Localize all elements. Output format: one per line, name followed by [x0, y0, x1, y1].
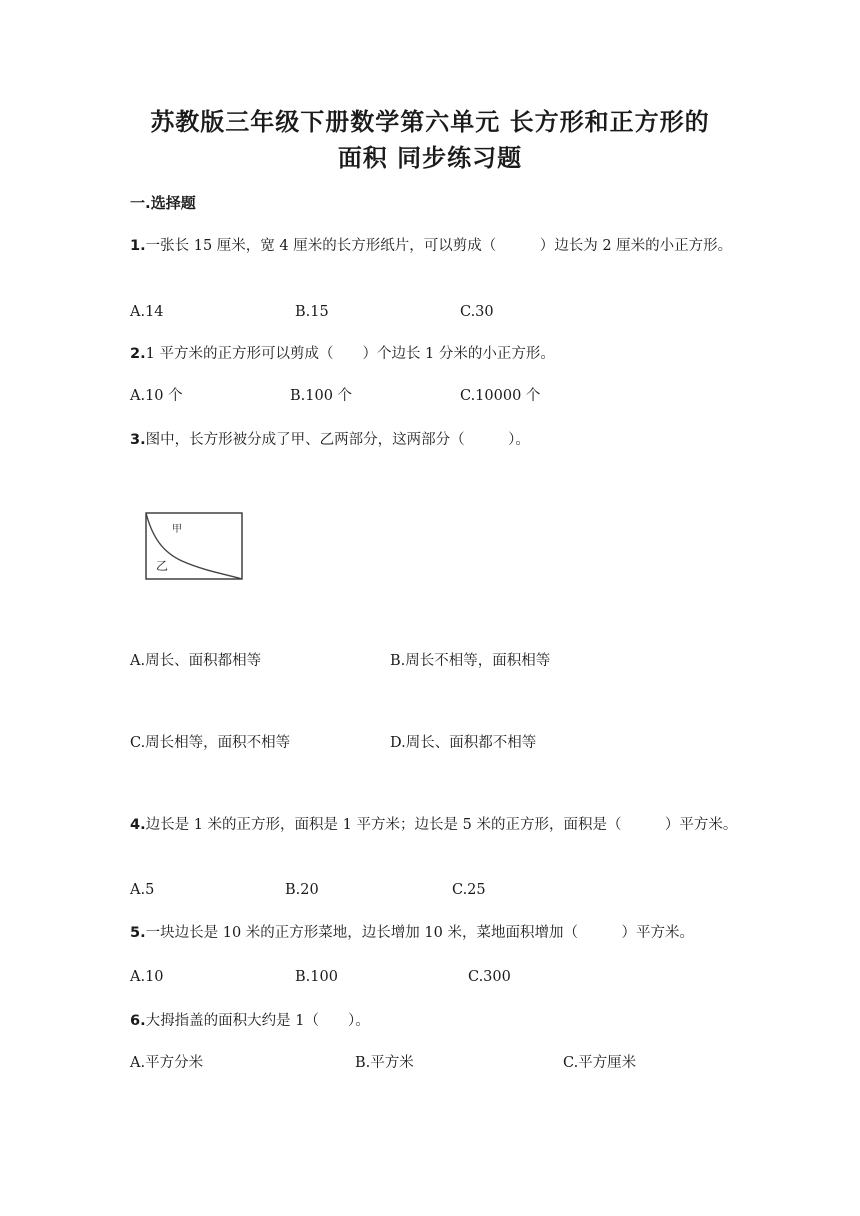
question-6-option-b[interactable]: B.平方米	[355, 1055, 414, 1071]
question-number: 3.	[130, 432, 146, 448]
document-title	[110, 104, 750, 176]
question-1-option-b[interactable]: B.15	[295, 304, 329, 320]
question-2	[130, 343, 740, 366]
question-4-option-c[interactable]: C.25	[452, 882, 486, 898]
question-6	[130, 1010, 740, 1033]
question-2-option-b[interactable]: B.100 个	[290, 388, 353, 404]
question-1-option-c[interactable]: C.30	[460, 304, 494, 320]
question-text: 边长是 1 米的正方形，面积是 1 平方米；边长是 5 米的正方形，面积是（ ）平方米。	[145, 817, 738, 833]
question-6-option-c[interactable]: C.平方厘米	[563, 1055, 637, 1071]
question-number: 4.	[130, 817, 146, 833]
question-number: 1.	[130, 238, 146, 254]
figure-label-yi: 乙	[156, 559, 169, 573]
question-5	[130, 922, 740, 945]
question-text: 一块边长是 10 米的正方形菜地，边长增加 10 米，菜地面积增加（ ）平方米。	[145, 925, 694, 941]
question-1-option-a[interactable]: A.14	[130, 304, 164, 320]
question-number: 6.	[130, 1013, 146, 1029]
question-text: 图中，长方形被分成了甲、乙两部分，这两部分（ ）。	[145, 432, 530, 448]
question-text: 一张长 15 厘米，宽 4 厘米的长方形纸片，可以剪成（ ）边长为 2 厘米的小正方形。	[145, 238, 733, 254]
title-line-1: 苏教版三年级下册数学第六单元 长方形和正方形的	[150, 108, 710, 136]
question-text: 1 平方米的正方形可以剪成（ ）个边长 1 分米的小正方形。	[145, 346, 555, 362]
question-4-option-a[interactable]: A.5	[130, 882, 155, 898]
question-text: 大拇指盖的面积大约是 1（ ）。	[145, 1013, 370, 1029]
figure-label-jia: 甲	[172, 524, 182, 535]
question-5-option-b[interactable]: B.100	[295, 969, 338, 985]
question-number: 2.	[130, 346, 146, 362]
question-5-option-a[interactable]: A.10	[130, 969, 164, 985]
question-6-option-a[interactable]: A.平方分米	[130, 1055, 204, 1071]
rectangle-divided-figure	[138, 508, 250, 584]
question-4-option-b[interactable]: B.20	[285, 882, 319, 898]
question-3-option-d[interactable]: D.周长、面积都不相等	[390, 735, 537, 751]
question-5-option-c[interactable]: C.300	[468, 969, 511, 985]
question-number: 5.	[130, 925, 146, 941]
question-3-option-a[interactable]: A.周长、面积都相等	[130, 653, 262, 669]
question-3-option-c[interactable]: C.周长相等，面积不相等	[130, 735, 291, 751]
question-3	[130, 429, 740, 452]
section-heading: 一.选择题	[130, 194, 196, 212]
question-3-option-b[interactable]: B.周长不相等，面积相等	[390, 653, 551, 669]
title-line-2: 面积 同步练习题	[337, 144, 523, 172]
question-4	[130, 814, 740, 837]
question-2-option-c[interactable]: C.10000 个	[460, 388, 541, 404]
question-2-option-a[interactable]: A.10 个	[130, 388, 183, 404]
question-1	[130, 235, 740, 258]
